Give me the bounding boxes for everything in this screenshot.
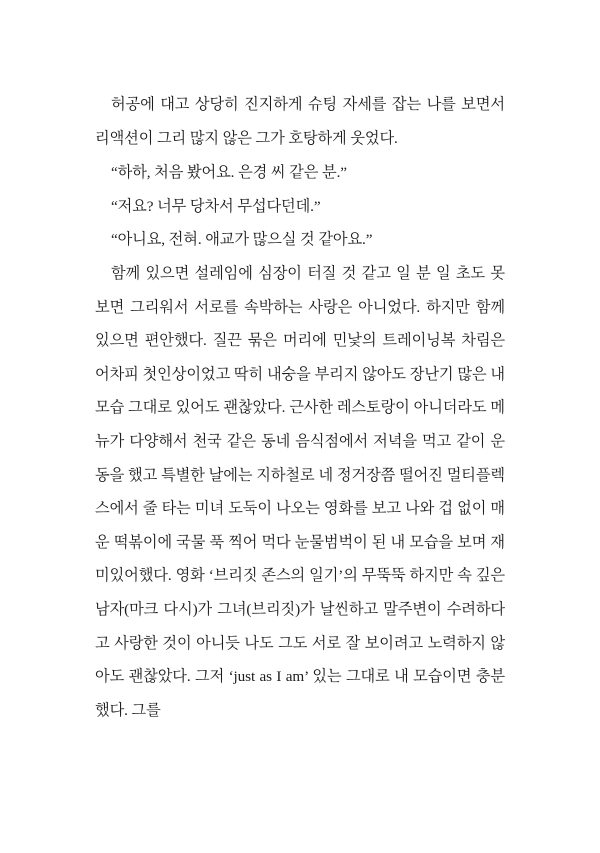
paragraph-2-dialogue: “하하, 처음 봤어요. 은경 씨 같은 분.” bbox=[110, 164, 347, 182]
paragraph-5: 함께 있으면 설레임에 심장이 터질 것 같고 일 분 일 초도 못 보면 그리워서 서로를 속박하는 사랑은 아니었다. 하지만 함께 있으면 편안했다. 질끈 묶은 머리에 민낯의 트레이닝복 차림은 어차피 첫인상이었고 딱히 내숭을 부리지 않아도 장난기 많은 내 모습 그대로 있어도 괜찮았다. 근사한 레스토랑이 아니더라도 메뉴가 다양해서 천국 같은 동네 음식점에서 저녁을 먹고 같이 운동을 했고 특별한 날에는 지하철로 네 정거장쯤 떨어진 멀티플렉스에서 줄 타는 미녀 도둑이 나오는 영화를 보고 나와 겁 없이 매운 떡볶이에 국물 푹 찍어 먹다 눈물범벅이 된 내 모습을 보며 재미있어했다. 영화 ‘브리짓 존스의 일기’의 무뚝뚝 하지만 속 깊은 남자(마크 다시)가 그녀(브리짓)가 날씬하고 말주변이 수려하다고 사랑한 것이 아니듯 나도 그도 서로 잘 보이려고 노력하지 않아도 괜찮았다. 그저 ‘just as I am’ 있는 그대로 내 모습이면 충분했다. 그를 bbox=[95, 264, 505, 719]
page-text-column bbox=[95, 88, 505, 727]
paragraph-3-dialogue: “저요? 너무 당차서 무섭다던데.” bbox=[110, 197, 321, 215]
paragraph-1: 허공에 대고 상당히 진지하게 슈팅 자세를 잡는 나를 보면서 리액션이 그리 많지 않은 그가 호탕하게 웃었다. bbox=[95, 96, 505, 147]
paragraph-4-dialogue: “아니요, 전혀. 애교가 많으실 것 같아요.” bbox=[110, 231, 373, 249]
